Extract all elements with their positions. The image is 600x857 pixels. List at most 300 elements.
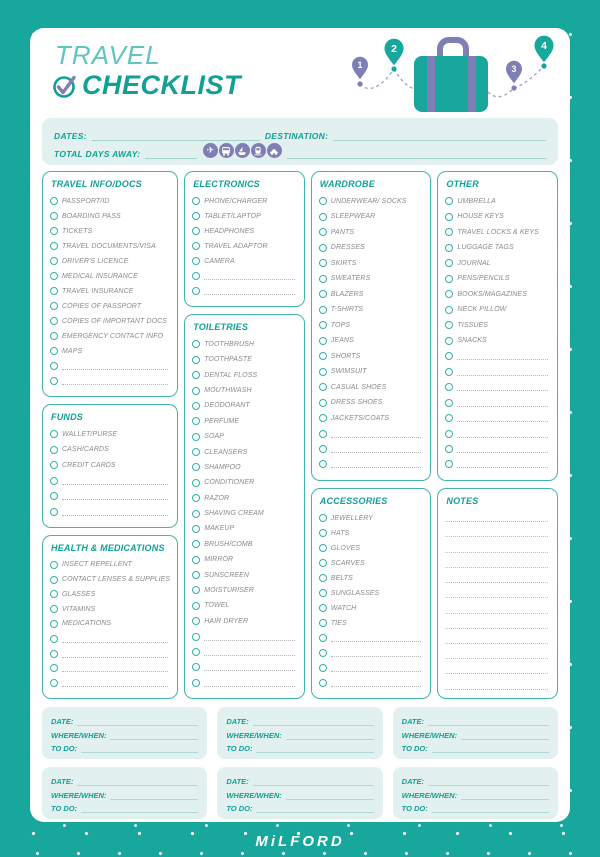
checkbox-circle-icon[interactable] [192, 617, 200, 625]
checklist-blank-row[interactable] [192, 272, 297, 280]
checklist-item[interactable] [50, 257, 170, 265]
notes-line-row[interactable] [445, 679, 550, 690]
checkbox-circle-icon[interactable] [192, 433, 200, 441]
write-in-line[interactable] [457, 460, 548, 468]
checkbox-circle-icon[interactable] [445, 306, 453, 314]
checkbox-circle-icon[interactable] [50, 272, 58, 280]
checklist-item[interactable] [319, 399, 424, 407]
notes-line-row[interactable] [445, 618, 550, 629]
checklist-item[interactable] [445, 197, 550, 205]
checklist-item[interactable] [192, 602, 297, 610]
checkbox-circle-icon[interactable] [445, 460, 453, 468]
checklist-item[interactable] [50, 227, 170, 235]
checklist-item[interactable] [192, 494, 297, 502]
checkbox-circle-icon[interactable] [445, 259, 453, 267]
checklist-item[interactable] [445, 306, 550, 314]
checklist-item[interactable] [319, 352, 424, 360]
checklist-item[interactable] [319, 368, 424, 376]
checkbox-circle-icon[interactable] [445, 197, 453, 205]
checklist-item[interactable] [319, 259, 424, 267]
checklist-item[interactable] [192, 525, 297, 533]
checklist-item[interactable] [445, 290, 550, 298]
checkbox-circle-icon[interactable] [192, 510, 200, 518]
notes-line[interactable] [445, 663, 548, 674]
checkbox-circle-icon[interactable] [50, 635, 58, 643]
checklist-item[interactable] [192, 586, 297, 594]
checkbox-circle-icon[interactable] [319, 574, 327, 582]
write-in-line[interactable] [331, 679, 422, 687]
notes-line-row[interactable] [445, 557, 550, 568]
checkbox-circle-icon[interactable] [319, 544, 327, 552]
write-in-line[interactable] [457, 399, 548, 407]
map-pin-1 [352, 57, 368, 79]
checklist-item[interactable] [192, 571, 297, 579]
notes-line[interactable] [445, 603, 548, 614]
notes-line[interactable] [445, 618, 548, 629]
checklist-blank-row[interactable] [50, 650, 170, 658]
write-in-line[interactable] [62, 635, 168, 643]
checkbox-circle-icon[interactable] [50, 679, 58, 687]
checklist-item[interactable] [50, 197, 170, 205]
checkbox-circle-icon[interactable] [192, 197, 200, 205]
checklist-blank-row[interactable] [192, 633, 297, 641]
checkbox-circle-icon[interactable] [50, 576, 58, 584]
total-days-field-line[interactable] [145, 147, 197, 159]
write-in-line[interactable] [457, 383, 548, 391]
checklist-item[interactable] [445, 259, 550, 267]
checkbox-circle-icon[interactable] [319, 352, 327, 360]
checkbox-circle-icon[interactable] [192, 571, 200, 579]
date-field-line[interactable] [428, 716, 549, 726]
checkbox-circle-icon[interactable] [319, 529, 327, 537]
write-in-line[interactable] [331, 634, 422, 642]
checklist-item[interactable] [319, 559, 424, 567]
notes-line[interactable] [445, 557, 548, 568]
checkbox-circle-icon[interactable] [319, 368, 327, 376]
checkbox-circle-icon[interactable] [192, 387, 200, 395]
checkbox-circle-icon[interactable] [50, 287, 58, 295]
checkbox-circle-icon[interactable] [319, 197, 327, 205]
write-in-line[interactable] [331, 445, 422, 453]
checklist-item[interactable] [192, 227, 297, 235]
checklist-item[interactable] [192, 556, 297, 564]
checkbox-circle-icon[interactable] [192, 556, 200, 564]
checkbox-circle-icon[interactable] [445, 213, 453, 221]
write-in-line[interactable] [457, 352, 548, 360]
checklist-item[interactable] [192, 212, 297, 220]
checklist-item[interactable] [50, 332, 170, 340]
checkbox-circle-icon[interactable] [50, 590, 58, 598]
checklist-blank-row[interactable] [192, 663, 297, 671]
checkbox-circle-icon[interactable] [319, 649, 327, 657]
checkbox-circle-icon[interactable] [192, 402, 200, 410]
checklist-item[interactable] [192, 257, 297, 265]
checkbox-circle-icon[interactable] [50, 302, 58, 310]
checkbox-circle-icon[interactable] [192, 227, 200, 235]
checklist-item[interactable] [445, 213, 550, 221]
todo-field-line[interactable] [256, 743, 373, 753]
dates-field-line[interactable] [92, 129, 260, 141]
plan-row-where-when [226, 787, 373, 800]
where-when-field-line[interactable] [461, 730, 549, 740]
checklist-item[interactable] [445, 321, 550, 329]
checklist-blank-row[interactable] [50, 362, 170, 370]
checkbox-circle-icon[interactable] [319, 306, 327, 314]
checklist-item[interactable] [319, 197, 424, 205]
checkbox-circle-icon[interactable] [192, 287, 200, 295]
checkbox-circle-icon[interactable] [445, 445, 453, 453]
checklist-item[interactable] [192, 197, 297, 205]
todo-field-line[interactable] [432, 743, 549, 753]
notes-line[interactable] [445, 542, 548, 553]
checkbox-circle-icon[interactable] [319, 244, 327, 252]
checkbox-circle-icon[interactable] [50, 650, 58, 658]
todo-field-line[interactable] [256, 803, 373, 813]
checklist-item[interactable] [50, 242, 170, 250]
checklist-item[interactable] [50, 446, 170, 454]
checklist-item[interactable] [192, 540, 297, 548]
checkbox-circle-icon[interactable] [319, 275, 327, 283]
checkbox-circle-icon[interactable] [445, 399, 453, 407]
checklist-blank-row[interactable] [445, 445, 550, 453]
checklist-item[interactable] [192, 510, 297, 518]
write-in-line[interactable] [331, 664, 422, 672]
destination-field-line[interactable] [333, 129, 546, 141]
checklist-item[interactable] [192, 242, 297, 250]
checkbox-circle-icon[interactable] [319, 414, 327, 422]
checkbox-circle-icon[interactable] [192, 648, 200, 656]
date-field-line[interactable] [253, 776, 374, 786]
checklist-blank-row[interactable] [50, 679, 170, 687]
checklist-item[interactable] [50, 272, 170, 280]
checklist-blank-row[interactable] [192, 287, 297, 295]
checklist-column-2 [184, 171, 305, 699]
checklist-blank-row[interactable] [445, 399, 550, 407]
checklist-item[interactable] [319, 228, 424, 236]
checklist-item[interactable] [319, 383, 424, 391]
checkbox-circle-icon[interactable] [319, 679, 327, 687]
total-days-field-line-2[interactable] [287, 147, 546, 159]
checkbox-circle-icon[interactable] [50, 492, 58, 500]
checkbox-circle-icon[interactable] [445, 290, 453, 298]
write-in-line[interactable] [457, 445, 548, 453]
checkbox-circle-icon[interactable] [50, 446, 58, 454]
checkbox-circle-icon[interactable] [192, 417, 200, 425]
checkbox-circle-icon[interactable] [50, 430, 58, 438]
write-in-line[interactable] [62, 477, 168, 485]
checklist-item[interactable] [319, 306, 424, 314]
checklist-item[interactable] [50, 317, 170, 325]
notes-line-row[interactable] [445, 526, 550, 537]
checkbox-circle-icon[interactable] [319, 589, 327, 597]
checklist-item[interactable] [319, 213, 424, 221]
checkbox-circle-icon[interactable] [319, 619, 327, 627]
date-field-line[interactable] [77, 716, 198, 726]
checklist-item[interactable] [50, 605, 170, 613]
checkbox-circle-icon[interactable] [445, 321, 453, 329]
checklist-item[interactable] [50, 212, 170, 220]
checklist-item[interactable] [319, 604, 424, 612]
checkbox-circle-icon[interactable] [445, 383, 453, 391]
write-in-line[interactable] [457, 414, 548, 422]
checklist-blank-row[interactable] [192, 648, 297, 656]
checklist-blank-row[interactable] [319, 664, 424, 672]
todo-field-line[interactable] [432, 803, 549, 813]
train-icon [251, 143, 266, 158]
checkbox-circle-icon[interactable] [319, 430, 327, 438]
checkbox-circle-icon[interactable] [445, 368, 453, 376]
checklist-item[interactable] [319, 544, 424, 552]
checklist-item[interactable] [445, 337, 550, 345]
checkbox-circle-icon[interactable] [192, 371, 200, 379]
todo-field-line[interactable] [81, 743, 198, 753]
checkbox-circle-icon[interactable] [445, 244, 453, 252]
checklist-item[interactable] [192, 402, 297, 410]
checklist-item[interactable] [192, 617, 297, 625]
checklist-blank-row[interactable] [445, 368, 550, 376]
write-in-line[interactable] [62, 492, 168, 500]
checklist-item-label: HOUSE KEYS [457, 213, 504, 221]
write-in-line[interactable] [457, 430, 548, 438]
checkbox-circle-icon[interactable] [192, 448, 200, 456]
write-in-line[interactable] [331, 430, 422, 438]
date-label: DATE: [226, 716, 249, 726]
where-when-field-line[interactable] [461, 790, 549, 800]
checklist-item[interactable] [319, 529, 424, 537]
notes-line-row[interactable] [445, 542, 550, 553]
checklist-item[interactable] [50, 287, 170, 295]
checkbox-circle-icon[interactable] [50, 605, 58, 613]
write-in-line[interactable] [204, 679, 295, 687]
checkbox-circle-icon[interactable] [192, 479, 200, 487]
write-in-line[interactable] [62, 650, 168, 658]
checkbox-circle-icon[interactable] [50, 257, 58, 265]
notes-line-row[interactable] [445, 511, 550, 522]
write-in-line[interactable] [331, 460, 422, 468]
checklist-blank-row[interactable] [445, 352, 550, 360]
checklist-item-label: SHAVING CREAM [204, 510, 264, 517]
checkbox-circle-icon[interactable] [192, 272, 200, 280]
checklist-blank-row[interactable] [319, 679, 424, 687]
checklist-blank-row[interactable] [50, 635, 170, 643]
write-in-line[interactable] [204, 287, 295, 295]
checkbox-circle-icon[interactable] [445, 275, 453, 283]
where-when-field-line[interactable] [110, 790, 198, 800]
notes-line-row[interactable] [445, 603, 550, 614]
notes-line-row[interactable] [445, 572, 550, 583]
write-in-line[interactable] [62, 377, 168, 385]
checklist-item[interactable] [319, 414, 424, 422]
write-in-line[interactable] [204, 663, 295, 671]
date-field-line[interactable] [428, 776, 549, 786]
todo-field-line[interactable] [81, 803, 198, 813]
checkbox-circle-icon[interactable] [192, 602, 200, 610]
checklist-item[interactable] [192, 463, 297, 471]
checklist-item[interactable] [192, 356, 297, 364]
checklist-item-label: HEADPHONES [204, 227, 255, 235]
checklist-item[interactable] [192, 448, 297, 456]
checklist-item[interactable] [445, 244, 550, 252]
checklist-item[interactable] [192, 433, 297, 441]
checkbox-circle-icon[interactable] [319, 604, 327, 612]
notes-line[interactable] [445, 648, 548, 659]
notes-line-row[interactable] [445, 663, 550, 674]
checkbox-circle-icon[interactable] [192, 525, 200, 533]
checklist-item[interactable] [319, 574, 424, 582]
checkbox-circle-icon[interactable] [319, 445, 327, 453]
checklist-item[interactable] [319, 290, 424, 298]
checklist-blank-row[interactable] [50, 377, 170, 385]
checklist-blank-row[interactable] [50, 664, 170, 672]
checkbox-circle-icon[interactable] [50, 212, 58, 220]
checkbox-circle-icon[interactable] [192, 212, 200, 220]
checkbox-circle-icon[interactable] [445, 337, 453, 345]
checkbox-circle-icon[interactable] [319, 514, 327, 522]
checklist-item[interactable] [50, 561, 170, 569]
where-when-field-line[interactable] [286, 730, 374, 740]
checkbox-circle-icon[interactable] [192, 340, 200, 348]
checkbox-circle-icon[interactable] [445, 228, 453, 236]
checkbox-circle-icon[interactable] [50, 347, 58, 355]
notes-line[interactable] [445, 572, 548, 583]
write-in-line[interactable] [62, 679, 168, 687]
checklist-item[interactable] [319, 244, 424, 252]
checkbox-circle-icon[interactable] [50, 242, 58, 250]
checklist-item[interactable] [50, 590, 170, 598]
notes-line[interactable] [445, 633, 548, 644]
checkbox-circle-icon[interactable] [50, 620, 58, 628]
checkbox-circle-icon[interactable] [50, 508, 58, 516]
checklist-blank-row[interactable] [319, 460, 424, 468]
checkbox-circle-icon[interactable] [192, 494, 200, 502]
checkbox-circle-icon[interactable] [50, 317, 58, 325]
checkbox-circle-icon[interactable] [319, 213, 327, 221]
checkbox-circle-icon[interactable] [192, 463, 200, 471]
checkbox-circle-icon[interactable] [319, 399, 327, 407]
notes-line[interactable] [445, 587, 548, 598]
checklist-blank-row[interactable] [445, 383, 550, 391]
checklist-item[interactable] [445, 228, 550, 236]
checkbox-circle-icon[interactable] [319, 383, 327, 391]
checkbox-circle-icon[interactable] [50, 477, 58, 485]
checklist-item[interactable] [192, 387, 297, 395]
write-in-line[interactable] [62, 664, 168, 672]
checklist-item[interactable] [319, 619, 424, 627]
notes-line[interactable] [445, 679, 548, 690]
checklist-item[interactable] [319, 337, 424, 345]
checklist-blank-row[interactable] [50, 477, 170, 485]
checkbox-circle-icon[interactable] [319, 664, 327, 672]
checklist-blank-row[interactable] [50, 508, 170, 516]
checklist-blank-row[interactable] [50, 492, 170, 500]
checklist-item[interactable] [445, 275, 550, 283]
checklist-item[interactable] [192, 417, 297, 425]
write-in-line[interactable] [457, 368, 548, 376]
page-title-checklist: CHECKLIST [82, 70, 241, 100]
checklist-item[interactable] [319, 321, 424, 329]
checklist-blank-row[interactable] [319, 649, 424, 657]
notes-line-row[interactable] [445, 648, 550, 659]
checklist-item[interactable] [192, 340, 297, 348]
checklist-item[interactable] [50, 620, 170, 628]
checkbox-circle-icon[interactable] [192, 633, 200, 641]
checkbox-circle-icon[interactable] [319, 259, 327, 267]
checklist-item[interactable] [50, 576, 170, 584]
checkbox-circle-icon[interactable] [192, 663, 200, 671]
checklist [50, 190, 170, 392]
checkbox-circle-icon[interactable] [50, 227, 58, 235]
checkbox-circle-icon[interactable] [319, 634, 327, 642]
checklist-blank-row[interactable] [319, 634, 424, 642]
checklist-blank-row[interactable] [445, 460, 550, 468]
checklist-item[interactable] [319, 589, 424, 597]
checkbox-circle-icon[interactable] [445, 352, 453, 360]
notes-line[interactable] [445, 511, 548, 522]
checkbox-circle-icon[interactable] [319, 559, 327, 567]
checkbox-circle-icon[interactable] [192, 679, 200, 687]
checklist-item[interactable] [192, 479, 297, 487]
checkbox-circle-icon[interactable] [192, 257, 200, 265]
checkbox-circle-icon[interactable] [319, 460, 327, 468]
checklist-item[interactable] [50, 302, 170, 310]
checkbox-circle-icon[interactable] [50, 362, 58, 370]
checkbox-circle-icon[interactable] [50, 197, 58, 205]
notes-line-row[interactable] [445, 633, 550, 644]
checkbox-circle-icon[interactable] [192, 242, 200, 250]
checklist-blank-row[interactable] [445, 414, 550, 422]
notes-line-row[interactable] [445, 587, 550, 598]
notes-line[interactable] [445, 526, 548, 537]
date-field-line[interactable] [253, 716, 374, 726]
where-when-field-line[interactable] [286, 790, 374, 800]
checklist-blank-row[interactable] [319, 445, 424, 453]
checkbox-circle-icon[interactable] [192, 356, 200, 364]
write-in-line[interactable] [204, 272, 295, 280]
checklist-blank-row[interactable] [319, 430, 424, 438]
write-in-line[interactable] [204, 633, 295, 641]
checkbox-circle-icon[interactable] [50, 332, 58, 340]
checkbox-circle-icon[interactable] [445, 414, 453, 422]
checklist-item[interactable] [319, 514, 424, 522]
write-in-line[interactable] [331, 649, 422, 657]
checkbox-circle-icon[interactable] [192, 586, 200, 594]
checklist-item-label: CASH/CARDS [62, 446, 109, 454]
checklist-item[interactable] [319, 275, 424, 283]
write-in-line[interactable] [62, 508, 168, 516]
checkbox-circle-icon[interactable] [319, 321, 327, 329]
checklist-item-label: SHORTS [330, 352, 361, 360]
checklist-blank-row[interactable] [445, 430, 550, 438]
write-in-line[interactable] [62, 362, 168, 370]
checkbox-circle-icon[interactable] [50, 664, 58, 672]
write-in-line[interactable] [204, 648, 295, 656]
checklist-item[interactable] [50, 347, 170, 355]
checkbox-circle-icon[interactable] [50, 461, 58, 469]
checklist-item[interactable] [50, 430, 170, 438]
checkbox-circle-icon[interactable] [50, 377, 58, 385]
checkbox-circle-icon[interactable] [192, 540, 200, 548]
checklist-item[interactable] [50, 461, 170, 469]
checklist-blank-row[interactable] [192, 679, 297, 687]
checklist-item[interactable] [192, 371, 297, 379]
checkbox-circle-icon[interactable] [50, 561, 58, 569]
checkbox-circle-icon[interactable] [319, 337, 327, 345]
where-when-field-line[interactable] [110, 730, 198, 740]
checkbox-circle-icon[interactable] [445, 430, 453, 438]
date-field-line[interactable] [77, 776, 198, 786]
checkbox-circle-icon[interactable] [319, 290, 327, 298]
checkbox-circle-icon[interactable] [319, 228, 327, 236]
